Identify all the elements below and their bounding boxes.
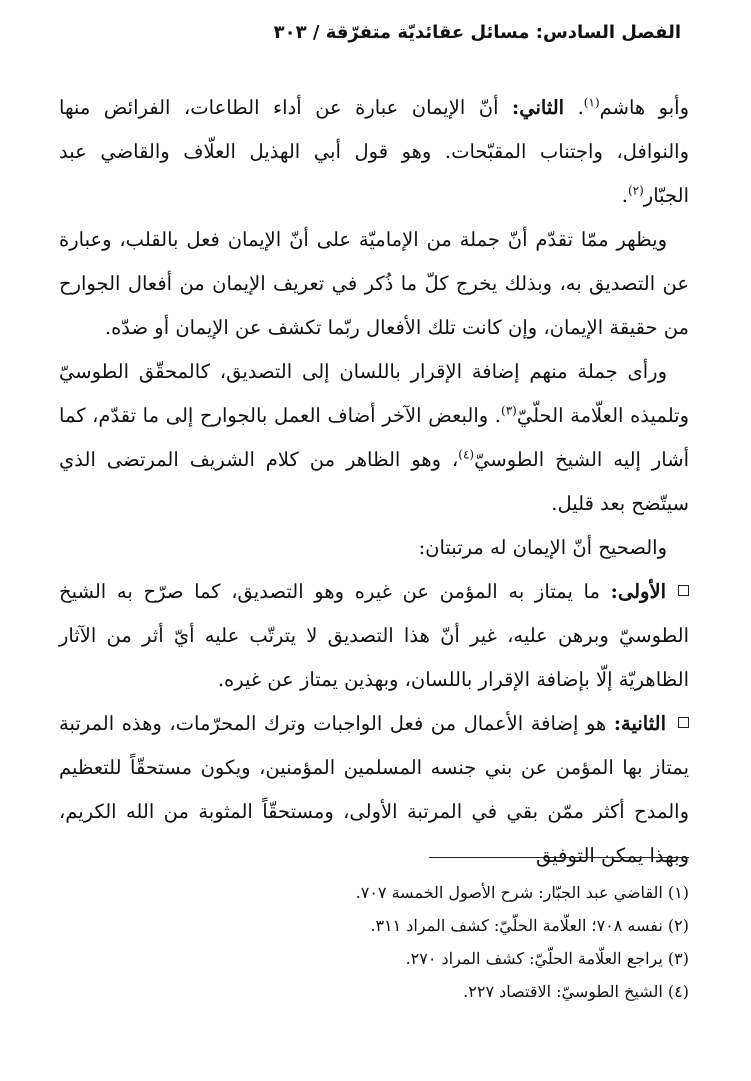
paragraph-4: والصحيح أنّ الإيمان له مرتبتان: [418, 536, 667, 559]
footnote-1: (١) القاضي عبد الجبّار: شرح الأصول الخمسة ٧٠٧. [355, 883, 689, 902]
square-bullet-icon [678, 585, 689, 596]
footnote-2: (٢) نفسه ٧٠٨؛ العلّامة الحلّيّ: كشف المراد ٣١١. [370, 916, 689, 935]
footnote-divider [429, 857, 689, 858]
paragraph-3 [59, 350, 689, 526]
text-run: . [564, 96, 584, 119]
running-header: الفصل السادس: مسائل عقائديّة متفرّقة / ٣٠٣ [273, 22, 681, 43]
rank-label-first: الأولى: [610, 580, 666, 603]
footnotes [59, 876, 689, 1008]
footnote-ref-1[interactable]: (١) [583, 95, 600, 110]
main-text [59, 86, 689, 878]
paragraph-5 [59, 570, 689, 702]
text-run: أنّ الإيمان عبارة عن أداء الطاعات، الفرائض منها والنوافل، واجتناب المقبّحات. وهو قول أبي الهذيل العلّاف والقاضي عبد الجبّار [59, 96, 689, 207]
paragraph-2: ويظهر ممّا تقدّم أنّ جملة من الإماميّة على أنّ الإيمان فعل بالقلب، وعبارة عن التصديق به، وبذلك يخرج كلّ ما ذُكر في تعريف الإيمان من أفعال الجوارح من حقيقة الإيمان، وإن كانت تلك الأفعال ربّما تكشف عن الإيمان أو ضدّه. [59, 228, 689, 339]
footnote-4: (٤) الشيخ الطوسيّ: الاقتصاد ٢٢٧. [463, 982, 689, 1001]
text-run: ما يمتاز به المؤمن عن غيره وهو التصديق، كما صرّح به الشيخ الطوسيّ وبرهن عليه، غير أنّ هذا التصديق لا يترتّب عليه أيّ أثر من الآثار الظاهريّة إلّا بإضافة الإقرار باللسان، وبهذين يمتاز عن غيره. [59, 580, 689, 691]
text-run: . [621, 184, 628, 207]
footnote-3: (٣) يراجع العلّامة الحلّيّ: كشف المراد ٢٧٠. [405, 949, 689, 968]
paragraph-1 [59, 86, 689, 218]
footnote-ref-2[interactable]: (٢) [627, 183, 644, 198]
text-run: وأبو هاشم [599, 96, 690, 119]
text-run: ورأى جملة منهم إضافة الإقرار باللسان إلى التصديق، كالمحقّق الطوسيّ وتلميذه العلّامة الحلّيّ [59, 360, 689, 427]
square-bullet-icon [678, 717, 689, 728]
definition-label: الثاني: [512, 96, 565, 119]
footnote-ref-3[interactable]: (٣) [501, 403, 517, 418]
paragraph-6 [59, 702, 689, 878]
text-run: ، وهو الظاهر من كلام الشريف المرتضى الذي سيتّضح بعد قليل. [59, 448, 689, 515]
footnote-ref-4[interactable]: (٤) [458, 447, 475, 462]
text-run: هو إضافة الأعمال من فعل الواجبات وترك المحرّمات، وهذه المرتبة يمتاز بها المؤمن عن بني جنسه المسلمين المؤمنين، ويكون مستحقّاً للتعظيم والمدح أكثر ممّن بقي في المرتبة الأولى، ومستحقّاً المثوبة من الله الكريم، وبهذا يمكن التوفيق [59, 712, 689, 867]
rank-label-second: الثانية: [613, 712, 666, 735]
text-run: . والبعض الآخر أضاف العمل بالجوارح إلى ما تقدّم، كما أشار إليه الشيخ الطوسيّ [59, 404, 690, 471]
